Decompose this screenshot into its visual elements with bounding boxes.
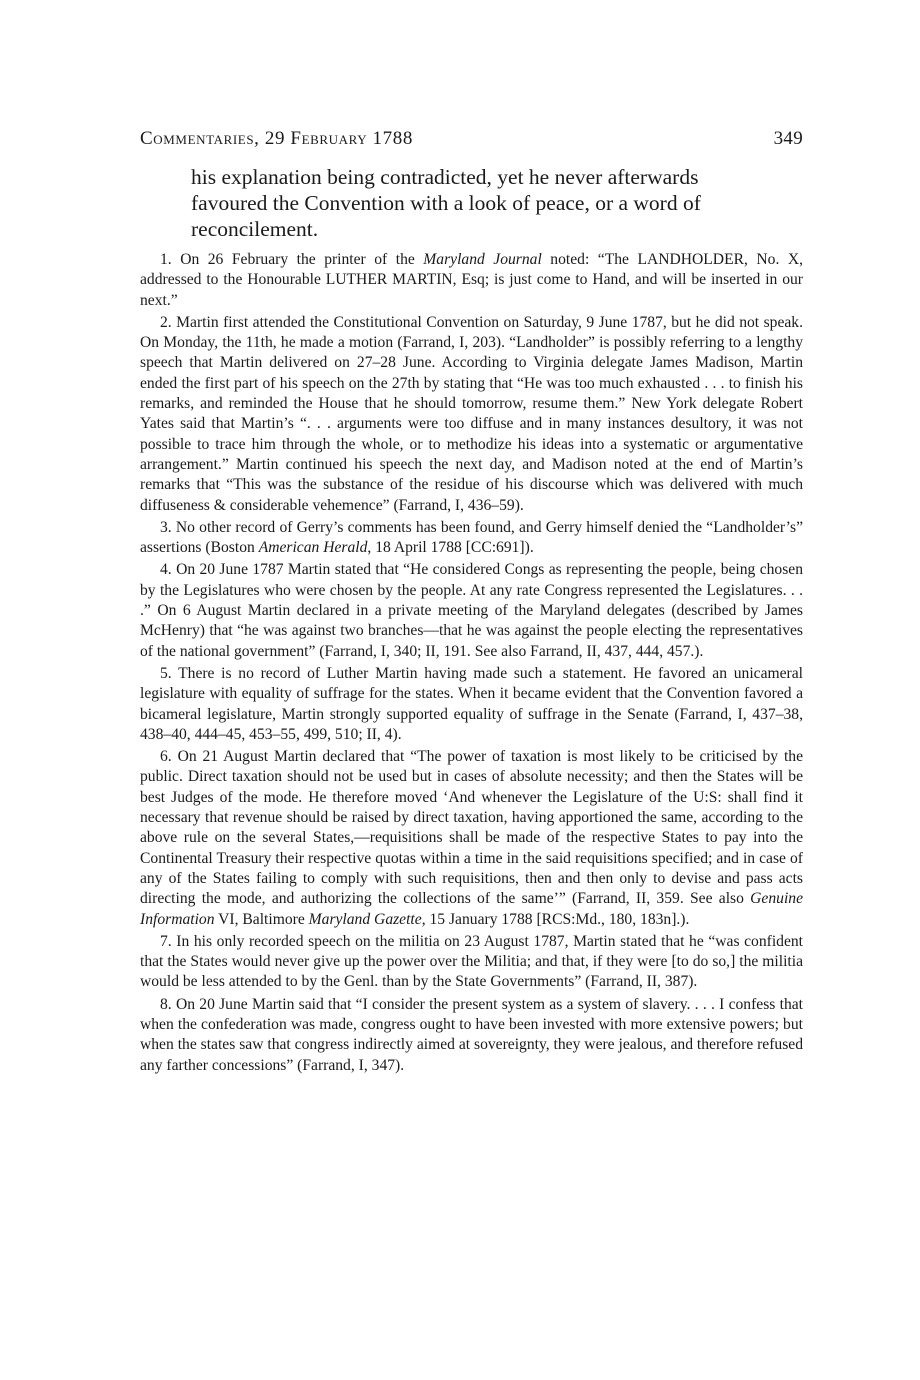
footnotes — [140, 250, 803, 1076]
running-head — [140, 128, 803, 150]
footnote-text: No other record of Gerry’s comments has been found, and Gerry himself denied the “Landholder’s” assertions (Boston — [140, 518, 803, 557]
footnote — [140, 995, 803, 1076]
footnote-italic-text: Maryland Gazette — [308, 910, 422, 928]
footnote-text: Martin first attended the Constitutional Convention on Saturday, 9 June 1787, but he did not speak. On Monday, the 11th, he made a motion (Farrand, I, 203). “Landholder” is possibly referring to a lengthy speech that Martin delivered on 27–28 June. According to Virginia delegate James Madison, Martin ended the first part of his speech on the 27th by stating that “He was too much exhausted . . . to finish his remarks, and reminded the House that he should tomorrow, resume them.” New York delegate Robert Yates said that Martin’s “. . . arguments were too diffuse and in many instances desultory, it was not possible to trace him through the whole, or to methodize his ideas into a systematic or argumentative arrangement.” Martin continued his speech the next day, and Madison noted at the end of Martin’s remarks that “This was the substance of the residue of his discourse which was delivered with much diffuseness & considerable vehemence” (Farrand, I, 436–59). — [140, 313, 804, 514]
footnote-number: 6. — [160, 748, 178, 766]
footnote-italic-text: Genuine Information — [140, 890, 803, 928]
footnote-number: 2. — [160, 313, 177, 331]
footnote-number: 8. — [160, 995, 176, 1013]
footnote-italic-text: American Herald — [258, 539, 368, 557]
footnote-number: 1. — [160, 251, 181, 268]
footnote-text: In his only recorded speech on the militia on 23 August 1787, Martin stated that he “was confident that the States would never give up the power over the Militia; and that, if they were [to do so,] the militia would be less attended to by the Genl. than by the State Governments” (Farrand, II, 387). — [140, 932, 804, 991]
footnote-text: On 21 August Martin declared that “The power of taxation is most likely to be criticised by the public. Direct taxation should not be used but in cases of absolute necessity; and then the States will be best Judges of the mode. He therefore moved ‘And whenever the Legislature of the U:S: shall find it necessary that revenue should be raised by direct taxation, having apportioned the same, according to the above rule on the several States,—requisitions shall be made of the respective States to pay into the Continental Treasury their respective quotas within a time in the said requisitions specified; and in case of any of the States failing to comply with such requisitions, then and then only to devise and pass acts directing the mode, and authorizing the collections of the same’” (Farrand, II, 359. See also — [140, 748, 803, 908]
footnote-text: noted: “The LANDHOLDER, No. X, addressed to the Honourable LUTHER MARTIN, Esq; is just come to Hand, and will be inserted in our next.” — [140, 251, 804, 309]
footnote-text: VI, Baltimore — [214, 910, 309, 928]
document-page — [140, 128, 803, 1078]
footnote — [140, 747, 803, 930]
footnote — [140, 518, 803, 559]
footnote — [140, 560, 803, 661]
page-number: 349 — [773, 128, 803, 149]
footnote — [140, 664, 803, 745]
footnote — [140, 932, 803, 993]
footnote-number: 3. — [160, 518, 176, 536]
quoted-extract: his explanation being contradicted, yet he never afterwards favoured the Convention with a look of peace, or a word of reconcilement. — [191, 165, 701, 241]
footnote-italic-text: Maryland Journal — [423, 251, 542, 268]
footnote — [140, 250, 803, 311]
footnote-text: , 18 April 1788 [CC:691]). — [367, 539, 534, 557]
footnote — [140, 313, 803, 516]
running-head-title: Commentaries, 29 February 1788 — [140, 128, 413, 149]
footnote-text: There is no record of Luther Martin having made such a statement. He favored an unicameral legislature with equality of suffrage for the states. When it became evident that the Convention favored a bicameral legislature, Martin strongly supported equality of suffrage in the Senate (Farrand, I, 437–38, 438–40, 444–45, 453–55, 499, 510; II, 4). — [140, 664, 803, 743]
footnote-number: 4. — [160, 561, 177, 579]
footnote-text: On 20 June 1787 Martin stated that “He considered Congs as representing the people, being chosen by the Legislatures who were chosen by the people. At any rate Congress represented the Legislatures. . . .” On 6 August Martin declared in a private meeting of the Maryland delegates (described by James McHenry) that “he was against two branches—that he was against the people electing the representatives of the national government” (Farrand, I, 340; II, 191. See also Farrand, II, 437, 444, 457.). — [140, 561, 803, 660]
footnote-number: 5. — [160, 664, 179, 682]
footnote-text: On 26 February the printer of the — [180, 251, 424, 268]
footnote-number: 7. — [160, 932, 177, 950]
footnote-text: On 20 June Martin said that “I consider the present system as a system of slavery. . . . I confess that when the confederation was made, congress ought to have been invested with more extensive powers; but when the states saw that congress indirectly aimed at sovereignty, they were jealous, and therefore refused any farther concessions” (Farrand, I, 347). — [140, 995, 803, 1074]
footnote-text: , 15 January 1788 [RCS:Md., 180, 183n].). — [421, 910, 690, 928]
